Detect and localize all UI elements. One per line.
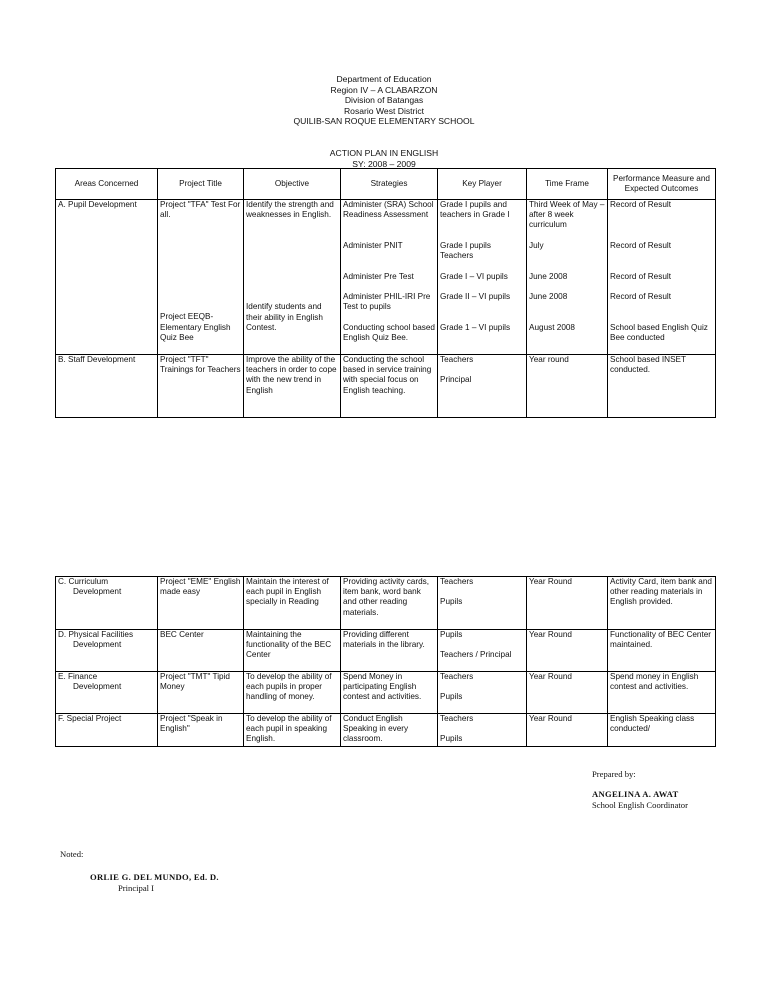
col-header-objective: Objective — [244, 169, 341, 200]
noted-by-name: ORLIE G. DEL MUNDO, Ed. D. — [90, 872, 219, 882]
prepared-by-label: Prepared by: — [592, 769, 636, 779]
outcome-cell: English Speaking class conducted/ — [608, 714, 716, 747]
noted-label: Noted: — [60, 849, 84, 859]
objective-cell: Maintaining the functionality of the BEC Center — [244, 630, 341, 672]
objective-cell: To develop the ability of each pupils in proper handling of money. — [244, 672, 341, 714]
col-header-performance: Performance Measure and Expected Outcomes — [608, 169, 716, 200]
key-player-cell: Teachers Pupils — [438, 577, 527, 630]
district-line: Rosario West District — [343, 105, 425, 116]
time-frame-cell: Year round — [527, 355, 608, 418]
table-row — [56, 714, 716, 747]
time-frame-cell: Year Round — [527, 577, 608, 630]
table-row — [56, 672, 716, 714]
prepared-by-block — [592, 769, 688, 811]
prepared-by-title: School English Coordinator — [592, 800, 688, 810]
key-player-cell: Teachers Pupils — [438, 672, 527, 714]
strategies-cell: Administer (SRA) School Readiness Assessment Administer PNIT Administer Pre Test Administer PHIL-IRI Pre Test to pupils Conducting school based English Quiz Bee. — [341, 200, 438, 355]
objective-cell: Improve the ability of the teachers in order to cope with the new trend in English — [244, 355, 341, 418]
table-row — [56, 200, 716, 355]
area-cell: A. Pupil Development — [56, 200, 158, 355]
outcome-cell: Activity Card, item bank and other reading materials in English provided. — [608, 577, 716, 630]
action-plan-table-part2 — [55, 576, 716, 747]
plan-title: ACTION PLAN IN ENGLISH — [329, 148, 439, 158]
school-line: QUILIB-SAN ROQUE ELEMENTARY SCHOOL — [293, 116, 475, 127]
outcome-cell: Record of Result Record of Result Record of Result Record of Result School based English Quiz Bee conducted — [608, 200, 716, 355]
strategies-cell: Conduct English Speaking in every classroom. — [341, 714, 438, 747]
project-cell: Project "TMT" Tipid Money — [158, 672, 244, 714]
col-header-strategies: Strategies — [341, 169, 438, 200]
noted-by-title: Principal I — [118, 883, 155, 893]
strategies-cell: Providing activity cards, item bank, word bank and other reading materials. — [341, 577, 438, 630]
time-frame-cell: Year Round — [527, 672, 608, 714]
objective-cell: Identify the strength and weaknesses in English. Identify students and their ability in English Contest. — [244, 200, 341, 355]
outcome-cell: School based INSET conducted. — [608, 355, 716, 418]
strategies-cell: Providing different materials in the library. — [341, 630, 438, 672]
col-header-time-frame: Time Frame — [527, 169, 608, 200]
area-cell: B. Staff Development — [56, 355, 158, 418]
area-cell: D. Physical Facilities Development — [56, 630, 158, 672]
col-header-key-player: Key Player — [438, 169, 527, 200]
area-cell: F. Special Project — [56, 714, 158, 747]
key-player-cell: Teachers Principal — [438, 355, 527, 418]
table-row — [56, 630, 716, 672]
letterhead — [0, 74, 768, 127]
time-frame-cell: Year Round — [527, 630, 608, 672]
strategies-cell: Conducting the school based in service training with special focus on English teaching. — [341, 355, 438, 418]
project-cell: Project "TFT" Trainings for Teachers — [158, 355, 244, 418]
key-player-cell: Pupils Teachers / Principal — [438, 630, 527, 672]
project-cell: Project "Speak in English" — [158, 714, 244, 747]
region-line: Region IV – A CLABARZON — [330, 84, 438, 95]
outcome-cell: Spend money in English contest and activities. — [608, 672, 716, 714]
col-header-areas: Areas Concerned — [56, 169, 158, 200]
objective-cell: Maintain the interest of each pupil in English specially in Reading — [244, 577, 341, 630]
area-cell: C. Curriculum Development — [56, 577, 158, 630]
document-title — [0, 148, 768, 169]
outcome-cell: Functionality of BEC Center maintained. — [608, 630, 716, 672]
table-row — [56, 355, 716, 418]
project-cell: Project "TFA" Test For all. Project EEQB-Elementary English Quiz Bee — [158, 200, 244, 355]
time-frame-cell: Year Round — [527, 714, 608, 747]
project-cell: BEC Center — [158, 630, 244, 672]
school-year: SY: 2008 – 2009 — [352, 158, 416, 169]
area-cell: E. Finance Development — [56, 672, 158, 714]
table-header-row — [56, 169, 716, 200]
prepared-by-name: ANGELINA A. AWAT — [592, 789, 679, 799]
time-frame-cell: Third Week of May – after 8 week curriculum July June 2008 June 2008 August 2008 — [527, 200, 608, 355]
key-player-cell: Teachers Pupils — [438, 714, 527, 747]
project-cell: Project "EME" English made easy — [158, 577, 244, 630]
division-line: Division of Batangas — [344, 95, 424, 106]
department-line: Department of Education — [336, 74, 432, 84]
table-row — [56, 577, 716, 630]
action-plan-table-part1 — [55, 168, 716, 418]
key-player-cell: Grade I pupils and teachers in Grade I Grade I pupils Teachers Grade I – VI pupils Grade II – VI pupils Grade 1 – VI pupils — [438, 200, 527, 355]
objective-cell: To develop the ability of each pupil in speaking English. — [244, 714, 341, 747]
strategies-cell: Spend Money in participating English contest and activities. — [341, 672, 438, 714]
col-header-project: Project Title — [158, 169, 244, 200]
